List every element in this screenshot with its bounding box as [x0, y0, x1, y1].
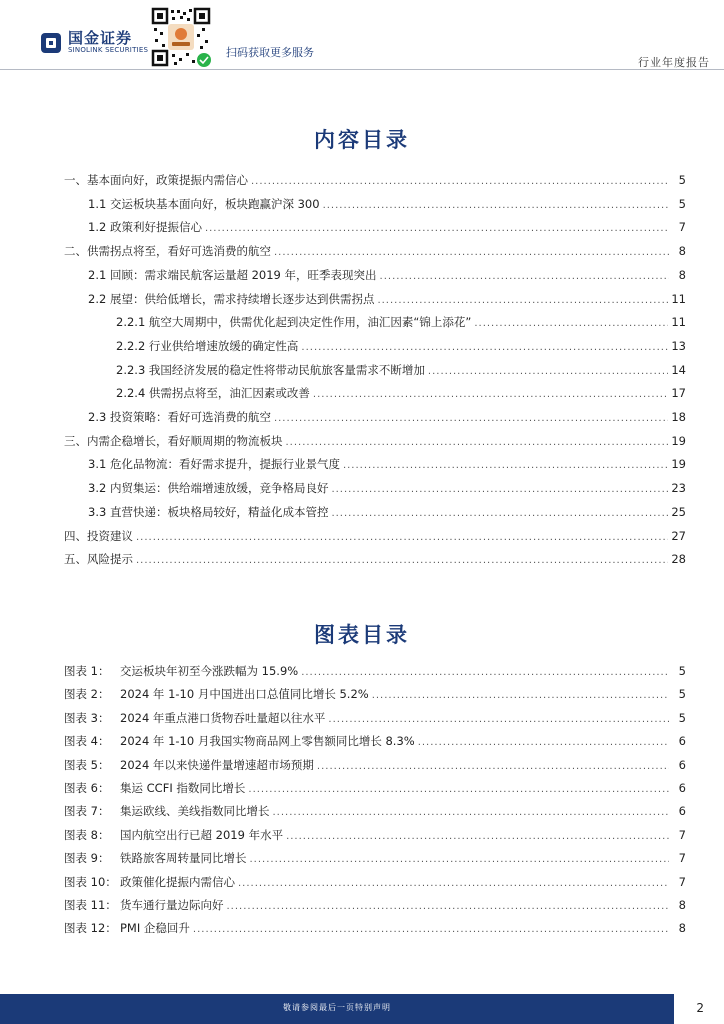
toc-entry-page: 28: [671, 552, 686, 567]
toc-entry-label: 2.3 投资策略：看好可选消费的航空: [88, 410, 271, 424]
figure-entry[interactable]: [64, 663, 686, 679]
figure-entry[interactable]: [64, 920, 686, 936]
figure-leader-dots: [328, 712, 669, 728]
figure-leader-dots: [418, 735, 669, 751]
toc-leader-dots: [136, 553, 668, 569]
figure-entry[interactable]: [64, 827, 686, 843]
toc-entry-page: 19: [671, 433, 686, 448]
figure-entry-page: 6: [678, 804, 686, 819]
figure-entry-label: 货车通行量边际向好: [120, 898, 224, 912]
toc-entry-label: 2.1 回顾：需求端民航客运量超 2019 年，旺季表现突出: [88, 267, 377, 282]
toc-entry-page: 18: [671, 410, 686, 424]
figure-leader-dots: [227, 899, 670, 915]
figure-entry-number: 图表 9：: [64, 851, 110, 866]
toc-entry-label: 四、投资建议: [64, 528, 133, 543]
figure-entry[interactable]: [64, 874, 686, 890]
toc-entry-page: 19: [671, 457, 686, 472]
figure-entry-label: 集运欧线、美线指数同比增长: [120, 804, 270, 819]
toc-entry-page: 11: [671, 291, 686, 306]
figure-entry-number: 图表 3：: [64, 710, 110, 725]
figure-entry-page: 7: [678, 827, 686, 842]
figure-leader-dots: [238, 876, 669, 892]
toc-entry[interactable]: [116, 314, 686, 330]
figure-entry[interactable]: [64, 686, 686, 702]
figure-entry-label: 2024 年重点港口货物吞吐量超以往水平: [120, 710, 326, 725]
scan-prompt: 扫码获取更多服务: [226, 46, 314, 59]
figure-entry-label: 铁路旅客周转量同比增长: [120, 851, 247, 866]
toc-entry[interactable]: [64, 172, 686, 188]
toc-leader-dots: [301, 340, 668, 356]
figure-leader-dots: [273, 805, 670, 821]
toc-entry[interactable]: [116, 338, 686, 354]
toc-entry-page: 27: [671, 528, 686, 543]
figure-entry[interactable]: [64, 757, 686, 773]
figure-entry-page: 7: [678, 874, 686, 889]
toc-entry[interactable]: [64, 551, 686, 567]
header-divider: [0, 69, 724, 70]
report-type-label: 行业年度报告: [638, 56, 710, 69]
toc-entry[interactable]: [88, 480, 686, 496]
figure-entry-page: 5: [678, 710, 686, 725]
toc-entry-label: 2.2.2 行业供给增速放缓的确定性高: [116, 338, 299, 353]
toc-leader-dots: [377, 293, 668, 309]
toc-entry[interactable]: [88, 267, 686, 283]
toc-entry-label: 三、内需企稳增长，看好顺周期的物流板块: [64, 433, 283, 448]
toc-leader-dots: [274, 411, 668, 427]
toc-leader-dots: [205, 221, 669, 237]
figure-entry-label: 交运板块年初至今涨跌幅为 15.9%: [120, 664, 299, 678]
toc-entry-label: 3.2 内贸集运：供给端增速放缓，竞争格局良好: [88, 481, 329, 496]
figure-entry-page: 8: [678, 921, 686, 936]
figure-entry-page: 5: [678, 664, 686, 678]
figure-entry-label: PMI 企稳回升: [120, 921, 190, 936]
toc-entry-page: 8: [678, 267, 686, 282]
figure-entry[interactable]: [64, 897, 686, 913]
footer-disclaimer: 敬请参阅最后一页特别声明: [283, 1003, 391, 1012]
toc-entry-page: 5: [678, 196, 686, 211]
toc-entry[interactable]: [64, 243, 686, 259]
figure-entry-page: 8: [678, 898, 686, 912]
figure-leader-dots: [193, 922, 669, 938]
figure-leader-dots: [317, 759, 669, 775]
figure-entry-page: 6: [678, 734, 686, 749]
figure-entry-number: 图表 6：: [64, 781, 110, 795]
brand-name-en: SINOLINK SECURITIES: [68, 46, 149, 54]
toc-leader-dots: [380, 269, 669, 285]
figure-entry[interactable]: [64, 710, 686, 726]
figure-entry-label: 集运 CCFI 指数同比增长: [120, 781, 246, 795]
toc-entry-page: 11: [671, 315, 686, 330]
toc-entry-page: 5: [678, 173, 686, 187]
figure-entry-number: 图表 10：: [64, 874, 117, 889]
figure-entry-number: 图表 4：: [64, 734, 110, 749]
figure-leader-dots: [301, 665, 669, 681]
brand-text: [68, 30, 148, 55]
figure-entry-page: 7: [678, 851, 686, 866]
toc-entry-page: 25: [671, 504, 686, 519]
toc-entry-label: 1.1 交运板块基本面向好，板块跑赢沪深 300: [88, 196, 320, 211]
toc-leader-dots: [313, 387, 668, 403]
toc-leader-dots: [331, 482, 668, 498]
toc-leader-dots: [251, 174, 669, 190]
toc-entry[interactable]: [88, 219, 686, 235]
figure-entry-label: 政策催化提振内需信心: [120, 874, 235, 889]
toc-entry-page: 8: [678, 244, 686, 259]
qr-code-icon: [150, 6, 212, 68]
figure-leader-dots: [286, 829, 669, 845]
figure-entry-label: 2024 年 1-10 月中国进出口总值同比增长 5.2%: [120, 687, 369, 702]
toc-entry-label: 2.2.4 供需拐点将至，油汇因素或改善: [116, 386, 310, 401]
figure-entry-label: 2024 年以来快递件量增速超市场预期: [120, 757, 314, 772]
figure-entry-number: 图表 5：: [64, 757, 110, 772]
figure-entry-number: 图表 11：: [64, 898, 117, 912]
figure-index-title: 图表目录: [314, 623, 410, 647]
toc-entry[interactable]: [64, 528, 686, 544]
toc-leader-dots: [331, 506, 668, 522]
toc-entry-label: 3.3 直营快递：板块格局较好，精益化成本管控: [88, 504, 329, 519]
figure-entry-number: 图表 2：: [64, 687, 110, 702]
figure-entry-number: 图表 8：: [64, 827, 110, 842]
toc-leader-dots: [274, 245, 669, 261]
toc-entry[interactable]: [88, 456, 686, 472]
toc-leader-dots: [343, 458, 668, 474]
toc-entry-label: 一、基本面向好，政策提振内需信心: [64, 173, 248, 187]
toc-entry-page: 17: [671, 386, 686, 401]
brand-name-cn: 国金证券: [68, 29, 133, 47]
toc-entry-label: 二、供需拐点将至，看好可选消费的航空: [64, 244, 271, 259]
page-footer: [0, 994, 724, 1024]
qr-code[interactable]: [150, 6, 212, 68]
sinolink-logo-icon: [40, 32, 62, 54]
toc-entry-page: 14: [671, 362, 686, 377]
toc-entry[interactable]: [88, 196, 686, 212]
page-header: [0, 0, 724, 72]
figure-entry-label: 2024 年 1-10 月我国实物商品网上零售额同比增长 8.3%: [120, 734, 415, 749]
toc-entry-page: 7: [678, 220, 686, 235]
figure-entry-page: 6: [678, 757, 686, 772]
toc-entry-page: 13: [671, 338, 686, 353]
toc-entry-label: 1.2 政策利好提振信心: [88, 220, 202, 235]
toc-entry[interactable]: [88, 504, 686, 520]
figure-entry-number: 图表 1：: [64, 664, 110, 678]
toc-entry[interactable]: [64, 433, 686, 449]
toc-title: 内容目录: [314, 128, 410, 152]
toc-entry[interactable]: [116, 385, 686, 401]
figure-entry-number: 图表 12：: [64, 921, 117, 936]
figure-entry-page: 5: [678, 687, 686, 702]
toc-entry-label: 2.2.3 我国经济发展的稳定性将带动民航旅客量需求不断增加: [116, 362, 425, 377]
figure-leader-dots: [250, 852, 670, 868]
toc-leader-dots: [428, 364, 668, 380]
toc-entry[interactable]: [88, 291, 686, 307]
toc-leader-dots: [136, 530, 668, 546]
figure-entry-number: 图表 7：: [64, 804, 110, 819]
toc-leader-dots: [286, 435, 669, 451]
figure-entry[interactable]: [64, 850, 686, 866]
figure-leader-dots: [372, 688, 669, 704]
toc-entry-label: 五、风险提示: [64, 552, 133, 567]
figure-entry[interactable]: [64, 780, 686, 796]
toc-entry-page: 23: [671, 481, 686, 496]
toc-entry-label: 3.1 危化品物流：看好需求提升，提振行业景气度: [88, 457, 340, 472]
brand-logo: [40, 30, 148, 55]
figure-leader-dots: [248, 782, 669, 798]
toc-entry[interactable]: [88, 409, 686, 425]
toc-entry-label: 2.2.1 航空大周期中，供需优化起到决定性作用，油汇因素“锦上添花”: [116, 315, 472, 330]
toc-entry[interactable]: [116, 362, 686, 378]
figure-entry-page: 6: [678, 781, 686, 795]
figure-entry[interactable]: [64, 803, 686, 819]
page-number: 2: [696, 1001, 704, 1015]
figure-entry[interactable]: [64, 733, 686, 749]
toc-entry-label: 2.2 展望：供给低增长，需求持续增长逐步达到供需拐点: [88, 291, 375, 306]
toc-leader-dots: [323, 198, 669, 214]
toc-leader-dots: [474, 316, 668, 332]
figure-entry-label: 国内航空出行已超 2019 年水平: [120, 827, 284, 842]
